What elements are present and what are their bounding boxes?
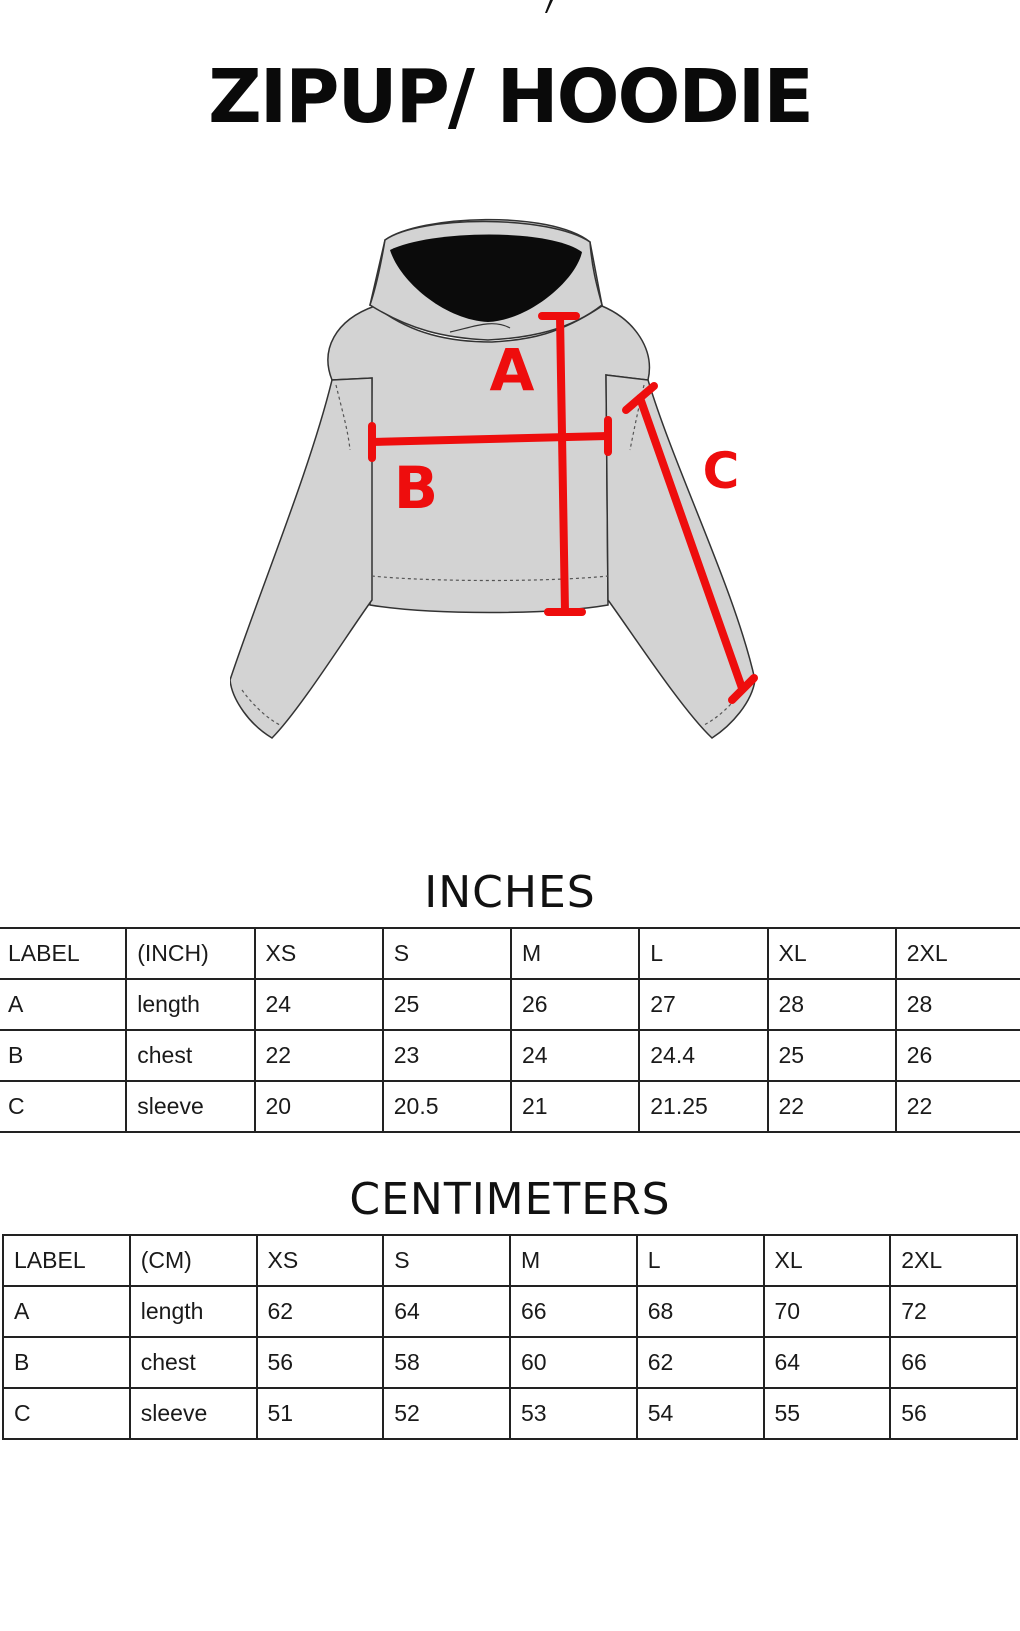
header-cell: S	[383, 928, 511, 979]
header-cell: LABEL	[3, 1235, 130, 1286]
table-cell: A	[0, 979, 126, 1030]
table-cell: 23	[383, 1030, 511, 1081]
table-cell: 54	[637, 1388, 764, 1439]
table-cell: 58	[383, 1337, 510, 1388]
table-cell: 52	[383, 1388, 510, 1439]
table-cell: chest	[126, 1030, 254, 1081]
header-cell: M	[511, 928, 639, 979]
hoodie-measurement-diagram	[230, 210, 790, 780]
header-cell: LABEL	[0, 928, 126, 979]
table-cell: 24.4	[639, 1030, 767, 1081]
measure-label-a: A	[489, 336, 535, 404]
centimeters-heading: CENTIMETERS	[349, 1174, 671, 1225]
table-cell: 26	[896, 1030, 1020, 1081]
table-row	[0, 1030, 1020, 1081]
table-cell: C	[3, 1388, 130, 1439]
measure-label-c: C	[702, 442, 740, 500]
header-cell: 2XL	[890, 1235, 1017, 1286]
table-cell: B	[0, 1030, 126, 1081]
table-cell: 72	[890, 1286, 1017, 1337]
table-row	[0, 979, 1020, 1030]
header-cell: XS	[255, 928, 383, 979]
measure-line-a	[560, 316, 565, 612]
hoodie-illustration	[230, 220, 755, 738]
table-cell: 68	[637, 1286, 764, 1337]
table-cell: 64	[383, 1286, 510, 1337]
brand-mark-fragment	[536, 0, 556, 14]
table-cell: 62	[637, 1337, 764, 1388]
header-cell: M	[510, 1235, 637, 1286]
centimeters-size-table	[2, 1234, 1018, 1440]
table-cell: sleeve	[130, 1388, 257, 1439]
inches-heading: INCHES	[424, 867, 596, 918]
table-cell: 25	[768, 1030, 896, 1081]
header-cell: 2XL	[896, 928, 1020, 979]
table-cell: 26	[511, 979, 639, 1030]
table-cell: 56	[257, 1337, 384, 1388]
header-cell: S	[383, 1235, 510, 1286]
table-cell: 66	[510, 1286, 637, 1337]
header-cell: XS	[257, 1235, 384, 1286]
header-cell: XL	[768, 928, 896, 979]
table-cell: 22	[255, 1030, 383, 1081]
header-cell: (INCH)	[126, 928, 254, 979]
table-cell: 20	[255, 1081, 383, 1132]
table-cell: C	[0, 1081, 126, 1132]
table-cell: chest	[130, 1337, 257, 1388]
table-row	[3, 1337, 1017, 1388]
inches-size-table	[0, 927, 1020, 1133]
header-cell: L	[639, 928, 767, 979]
table-cell: 22	[768, 1081, 896, 1132]
table-cell: 55	[764, 1388, 891, 1439]
table-cell: length	[130, 1286, 257, 1337]
table-cell: 66	[890, 1337, 1017, 1388]
table-cell: 62	[257, 1286, 384, 1337]
table-cell: 60	[510, 1337, 637, 1388]
table-cell: 53	[510, 1388, 637, 1439]
table-cell: 56	[890, 1388, 1017, 1439]
table-cell: 51	[257, 1388, 384, 1439]
table-row	[0, 1081, 1020, 1132]
header-cell: L	[637, 1235, 764, 1286]
table-cell: 21	[511, 1081, 639, 1132]
table-cell: length	[126, 979, 254, 1030]
table-cell: 21.25	[639, 1081, 767, 1132]
header-cell: XL	[764, 1235, 891, 1286]
header-cell: (CM)	[130, 1235, 257, 1286]
table-cell: 22	[896, 1081, 1020, 1132]
measure-label-b: B	[393, 454, 439, 522]
table-row	[3, 1286, 1017, 1337]
page-title: ZIPUP/ HOODIE	[208, 54, 812, 140]
table-cell: 28	[768, 979, 896, 1030]
table-header-row	[3, 1235, 1017, 1286]
table-cell: B	[3, 1337, 130, 1388]
table-cell: 25	[383, 979, 511, 1030]
table-cell: 28	[896, 979, 1020, 1030]
table-cell: A	[3, 1286, 130, 1337]
table-cell: 24	[511, 1030, 639, 1081]
table-row	[3, 1388, 1017, 1439]
table-cell: 64	[764, 1337, 891, 1388]
table-cell: 70	[764, 1286, 891, 1337]
table-cell: sleeve	[126, 1081, 254, 1132]
table-cell: 24	[255, 979, 383, 1030]
table-cell: 27	[639, 979, 767, 1030]
table-header-row	[0, 928, 1020, 979]
table-cell: 20.5	[383, 1081, 511, 1132]
